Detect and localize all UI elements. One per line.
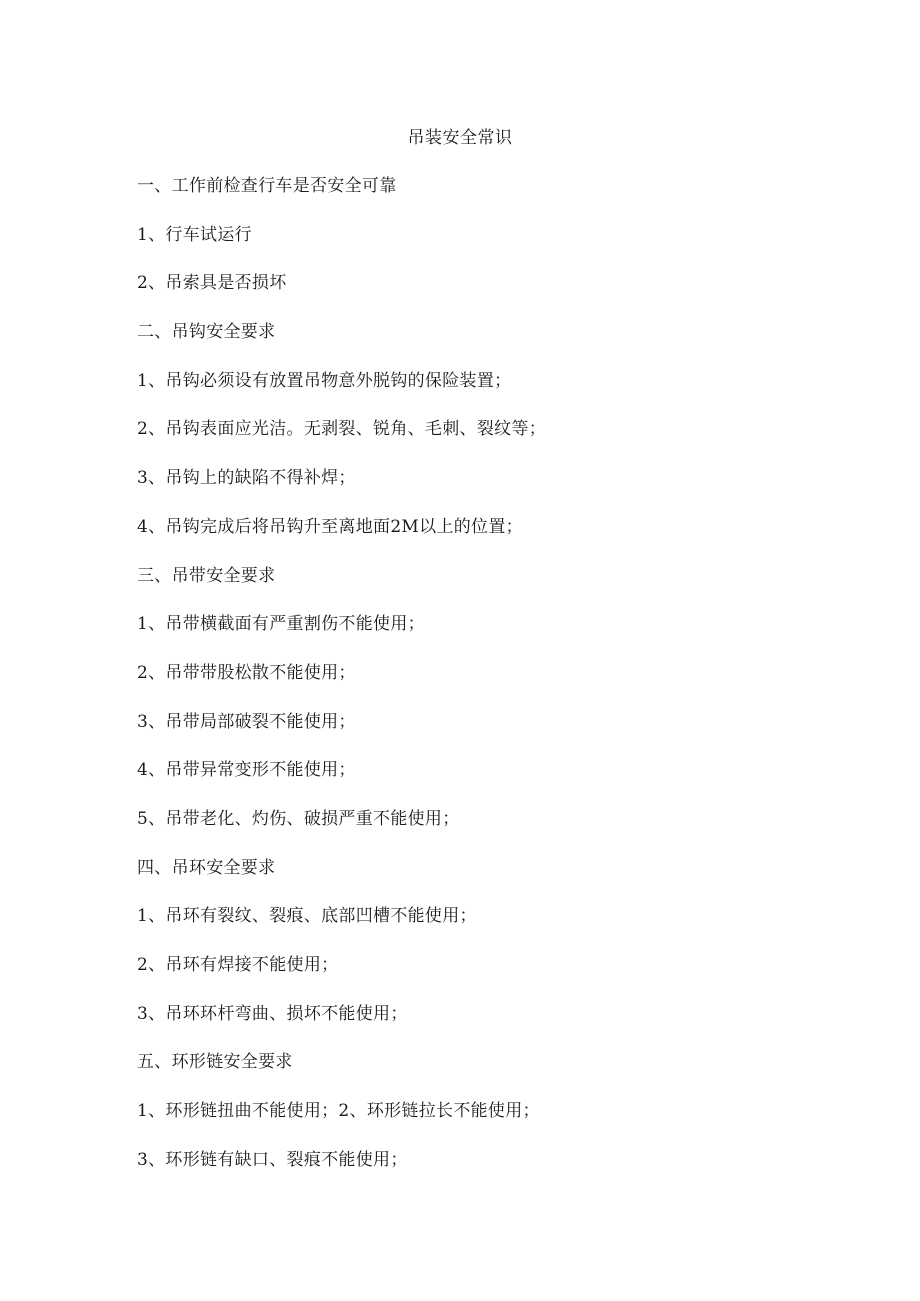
list-item: 2、吊环有焊接不能使用； <box>137 955 339 975</box>
document-body <box>137 174 837 1196</box>
list-item: 3、吊环环杆弯曲、损坏不能使用； <box>137 1003 408 1024</box>
list-item: 2、吊索具是否损坏 <box>137 273 287 294</box>
section-heading: 三、吊带安全要求 <box>137 565 276 586</box>
list-item: 3、环形链有缺口、裂痕不能使用； <box>137 1149 408 1170</box>
list-item: 2、吊钩表面应光洁。无剥裂、锐角、毛刺、裂纹等； <box>137 419 547 440</box>
list-item: 1、吊钩必须设有放置吊物意外脱钩的保险装置； <box>137 370 512 391</box>
list-item: 5、吊带老化、灼伤、破损严重不能使用； <box>137 808 460 829</box>
list-item: 1、吊环有裂纹、裂痕、底部凹槽不能使用； <box>137 906 477 927</box>
list-item: 3、吊钩上的缺陷不得补焊； <box>137 468 356 489</box>
section-heading: 一、工作前检查行车是否安全可靠 <box>137 176 397 196</box>
section-heading: 二、吊钩安全要求 <box>137 322 276 343</box>
list-item: 2、吊带带股松散不能使用； <box>137 662 356 683</box>
section-heading: 四、吊环安全要求 <box>137 857 276 878</box>
list-item: 4、吊钩完成后将吊钩升至离地面2M以上的位置； <box>137 516 523 537</box>
list-item: 3、吊带局部破裂不能使用； <box>137 711 356 732</box>
list-item: 4、吊带异常变形不能使用； <box>137 760 356 781</box>
list-item: 1、吊带横截面有严重割伤不能使用； <box>137 614 425 635</box>
list-item: 1、行车试运行 <box>137 224 252 245</box>
list-item: 1、环形链扭曲不能使用；2、环形链拉长不能使用； <box>137 1101 540 1122</box>
document-title: 吊装安全常识 <box>407 128 513 148</box>
section-heading: 五、环形链安全要求 <box>137 1052 293 1073</box>
